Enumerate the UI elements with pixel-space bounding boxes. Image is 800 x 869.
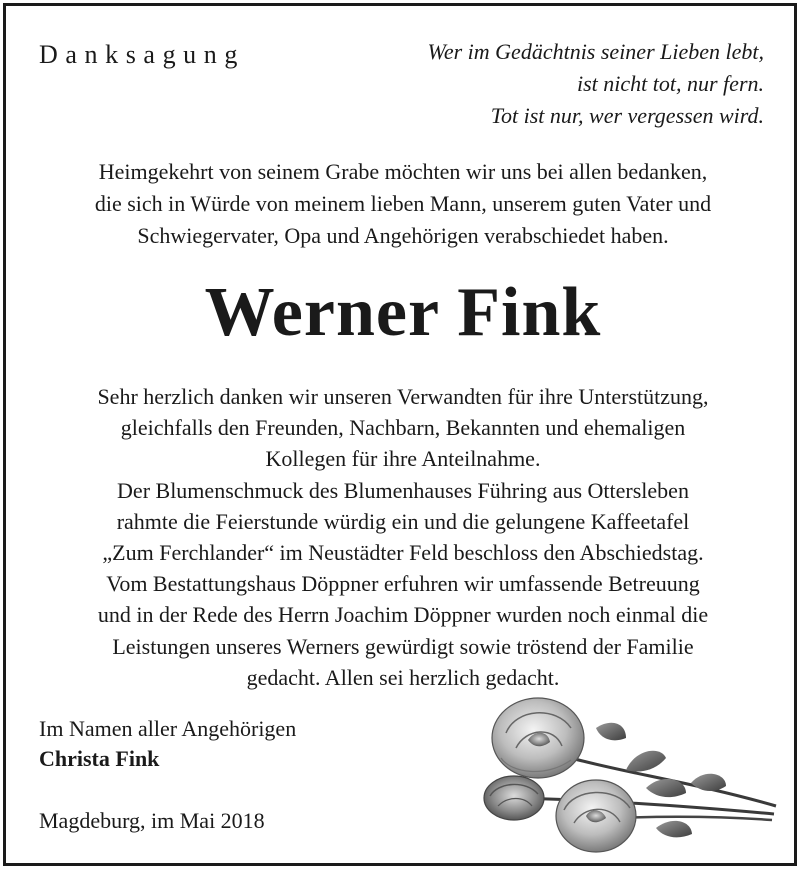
body-line: gedacht. Allen sei herzlich gedacht.: [246, 664, 560, 690]
body-line: gleichfalls den Freunden, Nachbarn, Bekannten und ehemaligen: [120, 415, 686, 441]
roses-icon: [476, 688, 786, 863]
obituary-frame: [3, 3, 797, 866]
body-line: „Zum Ferchlander“ im Neustädter Feld beschloss den Abschiedstag.: [102, 540, 704, 566]
body-line: Sehr herzlich danken wir unseren Verwandten für ihre Unterstützung,: [97, 384, 709, 409]
motto-line: Tot ist nur, wer vergessen wird.: [490, 103, 764, 128]
deceased-name: Werner Fink: [204, 274, 602, 351]
signer-name: Christa Fink: [39, 746, 160, 771]
motto-line: ist nicht tot, nur fern.: [577, 71, 764, 96]
intro-line: Schwiegervater, Opa und Angehörigen verabschiedet haben.: [137, 223, 669, 248]
intro-line: Heimgekehrt von seinem Grabe möchten wir uns bei allen bedanken,: [98, 159, 708, 184]
body-line: Kollegen für ihre Anteilnahme.: [265, 446, 541, 472]
body-line: rahmte die Feierstunde würdig ein und die gelungene Kaffeetafel: [116, 508, 690, 534]
intro-paragraph: [6, 156, 800, 252]
body-line: Leistungen unseres Werners gewürdigt sowie tröstend der Familie: [112, 633, 694, 659]
body-line: Vom Bestattungshaus Döppner erfuhren wir umfassende Betreuung: [106, 571, 700, 597]
thanks-paragraph: [6, 381, 800, 693]
page-title: Danksagung: [39, 40, 245, 69]
body-line: und in der Rede des Herrn Joachim Döppner wurden noch einmal die: [97, 602, 709, 628]
motto-line: Wer im Gedächtnis seiner Lieben lebt,: [427, 39, 764, 64]
on-behalf-text: Im Namen aller Angehörigen: [39, 716, 297, 741]
place-and-date: Magdeburg, im Mai 2018: [39, 808, 265, 833]
body-line: Der Blumenschmuck des Blumenhauses Führing aus Ottersleben: [117, 477, 689, 503]
intro-line: die sich in Würde von meinem lieben Mann, unserem guten Vater und: [94, 191, 712, 216]
signature-block: [39, 714, 296, 774]
motto-quote: [428, 36, 764, 132]
